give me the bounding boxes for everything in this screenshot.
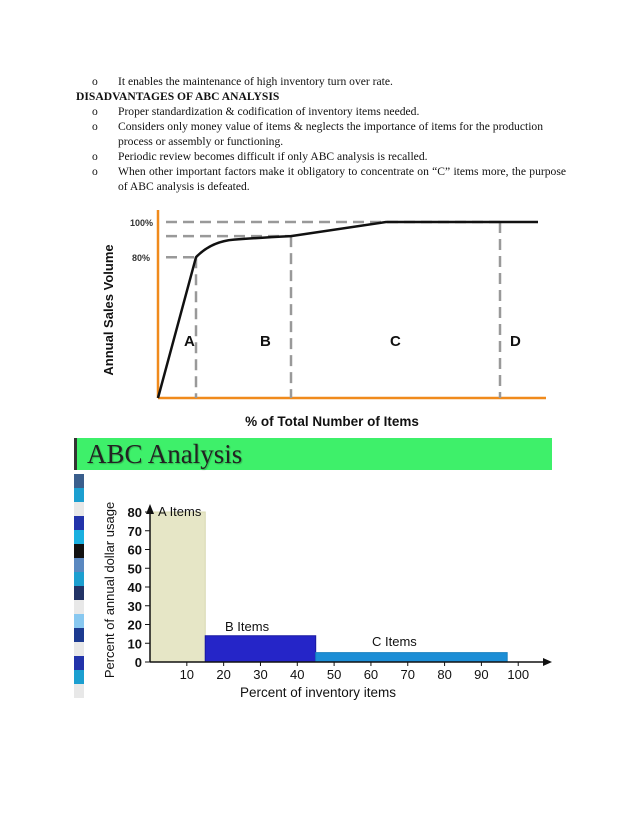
abc-analysis-panel <box>74 438 552 702</box>
stripe-segment <box>74 656 84 670</box>
y-tick-label: 20 <box>127 617 142 633</box>
y-tick-label: 80% <box>132 253 151 264</box>
stripe-segment <box>74 558 84 572</box>
y-tick-label: 0 <box>134 655 142 670</box>
zone-label: B <box>260 333 271 350</box>
stripe-segment <box>74 474 84 488</box>
series-line <box>158 222 538 398</box>
disadvantage-item <box>76 104 566 119</box>
y-tick-label: 10 <box>127 636 142 652</box>
y-tick-label: 40 <box>127 580 142 595</box>
stripe-segment <box>74 544 84 558</box>
zone-label: D <box>510 333 521 350</box>
x-tick-label: 60 <box>363 667 379 682</box>
bullet-marker: o <box>92 75 98 88</box>
bar-label: B Items <box>225 619 270 634</box>
bullet-marker: o <box>92 120 98 133</box>
x-tick-label: 100 <box>507 667 530 682</box>
stripe-segment <box>74 516 84 530</box>
stripe-segment <box>74 614 84 628</box>
y-axis-label: Annual Sales Volume <box>101 244 116 376</box>
bar-label: C Items <box>372 634 417 649</box>
disadvantage-text: Periodic review becomes difficult if only ABC analysis is recalled. <box>118 150 428 163</box>
disadvantages-heading: DISADVANTAGES OF ABC ANALYSIS <box>76 90 280 103</box>
stripe-segment <box>74 628 84 642</box>
x-axis-label: Percent of inventory items <box>239 685 397 700</box>
x-tick-label: 20 <box>216 667 231 682</box>
x-tick-label: 10 <box>179 667 195 682</box>
y-tick-label: 30 <box>127 598 142 614</box>
stripe-segment <box>74 586 84 600</box>
intro-bullet-text: It enables the maintenance of high inventory turn over rate. <box>118 75 393 88</box>
stripe-segment <box>74 600 84 614</box>
title-banner <box>74 438 552 470</box>
decorative-stripe <box>74 474 84 702</box>
disadvantage-item <box>76 149 566 164</box>
bullet-marker: o <box>92 165 98 178</box>
zone-label: C <box>390 333 401 350</box>
bullet-marker: o <box>92 105 98 118</box>
stripe-segment <box>74 530 84 544</box>
x-tick-label: 30 <box>253 667 268 682</box>
x-axis-label: % of Total Number of Items <box>245 414 419 429</box>
bar <box>150 512 205 662</box>
abc-bar-chart <box>88 472 552 702</box>
y-tick-label: 100% <box>130 218 154 228</box>
y-tick-label: 60 <box>127 542 142 558</box>
stripe-segment <box>74 488 84 502</box>
x-tick-label: 80 <box>437 667 452 682</box>
disadvantage-text: Considers only money value of items & neglects the importance of items for the production process or assembly or functioning. <box>118 120 544 148</box>
disadvantage-text: When other important factors make it obligatory to concentrate on “C” items more, the purpose of ABC analysis is defeated. <box>118 165 566 193</box>
x-tick-label: 50 <box>326 667 342 682</box>
stripe-segment <box>74 642 84 656</box>
y-tick-label: 80 <box>127 505 142 520</box>
panel-title: ABC Analysis <box>87 439 243 469</box>
bar-label: A Items <box>158 504 202 519</box>
bullet-marker: o <box>92 150 98 163</box>
document-text <box>76 74 566 194</box>
x-tick-label: 40 <box>290 667 305 682</box>
disadvantage-item <box>76 119 566 149</box>
x-axis-arrow <box>543 658 552 666</box>
stripe-segment <box>74 684 84 698</box>
stripe-segment <box>74 572 84 586</box>
abc-curve-chart <box>96 206 556 436</box>
disadvantage-text: Proper standardization & codification of inventory items needed. <box>118 105 420 118</box>
disadvantage-item <box>76 164 566 194</box>
stripe-segment <box>74 670 84 684</box>
bar <box>316 653 507 662</box>
y-axis-label: Percent of annual dollar usage <box>102 501 117 679</box>
intro-bullet <box>76 74 566 89</box>
stripe-segment <box>74 502 84 516</box>
x-tick-label: 90 <box>474 667 489 682</box>
y-tick-label: 50 <box>127 561 142 577</box>
bar <box>205 636 315 662</box>
x-tick-label: 70 <box>400 667 415 682</box>
y-tick-label: 70 <box>127 523 142 539</box>
zone-label: A <box>184 333 195 350</box>
